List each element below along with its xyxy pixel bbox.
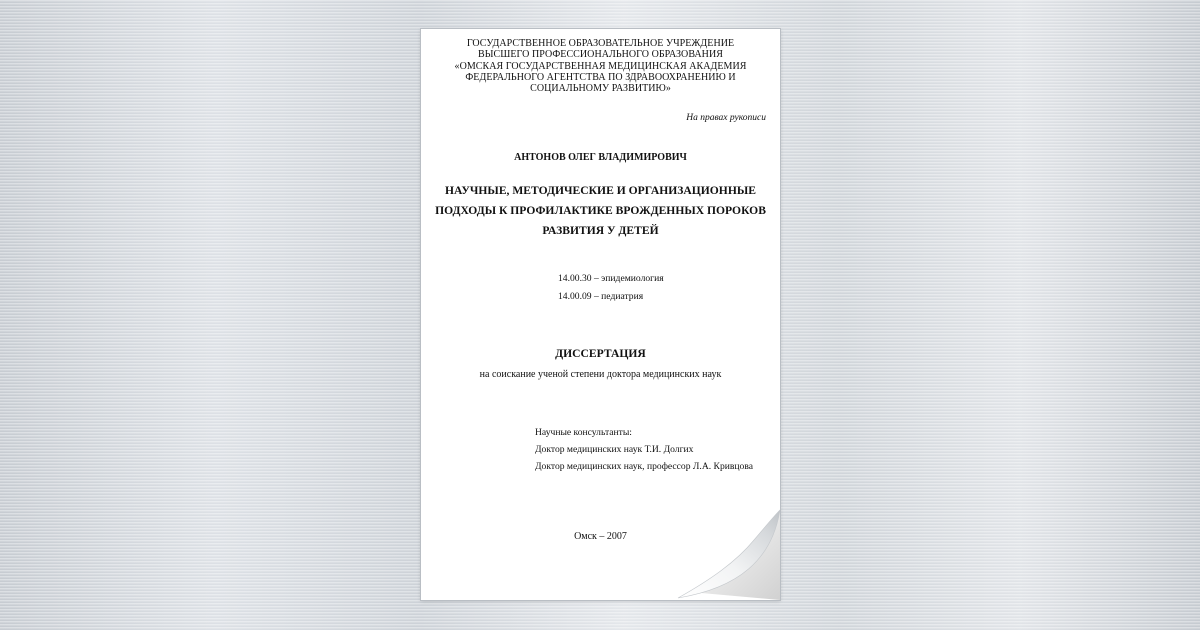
degree-line: на соискание ученой степени доктора медицинских наук [479,369,722,380]
work-type-heading: ДИССЕРТАЦИЯ [555,347,646,360]
institution-line-2: ВЫСШЕГО ПРОФЕССИОНАЛЬНОГО ОБРАЗОВАНИЯ [478,49,723,61]
institution-line-5: СОЦИАЛЬНОМУ РАЗВИТИЮ» [530,83,671,95]
specialty-epidemiology: 14.00.30 – эпидемиология [558,273,664,284]
consultants-heading: Научные консультанты: [535,427,632,438]
institution-line-3: «ОМСКАЯ ГОСУДАРСТВЕННАЯ МЕДИЦИНСКАЯ АКАДЕМИЯ [454,60,747,72]
thesis-title-page [421,29,780,600]
specialty-pediatrics: 14.00.09 – педиатрия [558,291,644,302]
consultant-dolgikh: Доктор медицинских наук Т.И. Долгих [535,444,694,455]
institution-line-4: ФЕДЕРАЛЬНОГО АГЕНТСТВА ПО ЗДРАВООХРАНЕНИЮ И [465,71,736,83]
consultant-krivtsova: Доктор медицинских наук, профессор Л.А. Кривцова [535,461,753,472]
thesis-title-line-2: ПОДХОДЫ К ПРОФИЛАКТИКЕ ВРОЖДЕННЫХ ПОРОКОВ [435,204,766,217]
manuscript-rights-note: На правах рукописи [686,113,766,123]
author-name: АНТОНОВ ОЛЕГ ВЛАДИМИРОВИЧ [514,152,687,163]
institution-line-1: ГОСУДАРСТВЕННОЕ ОБРАЗОВАТЕЛЬНОЕ УЧРЕЖДЕНИЕ [466,38,735,49]
thesis-title-line-3: РАЗВИТИЯ У ДЕТЕЙ [542,224,659,237]
city-year: Омск – 2007 [574,531,627,542]
thesis-title-line-1: НАУЧНЫЕ, МЕТОДИЧЕСКИЕ И ОРГАНИЗАЦИОННЫЕ [445,184,756,197]
